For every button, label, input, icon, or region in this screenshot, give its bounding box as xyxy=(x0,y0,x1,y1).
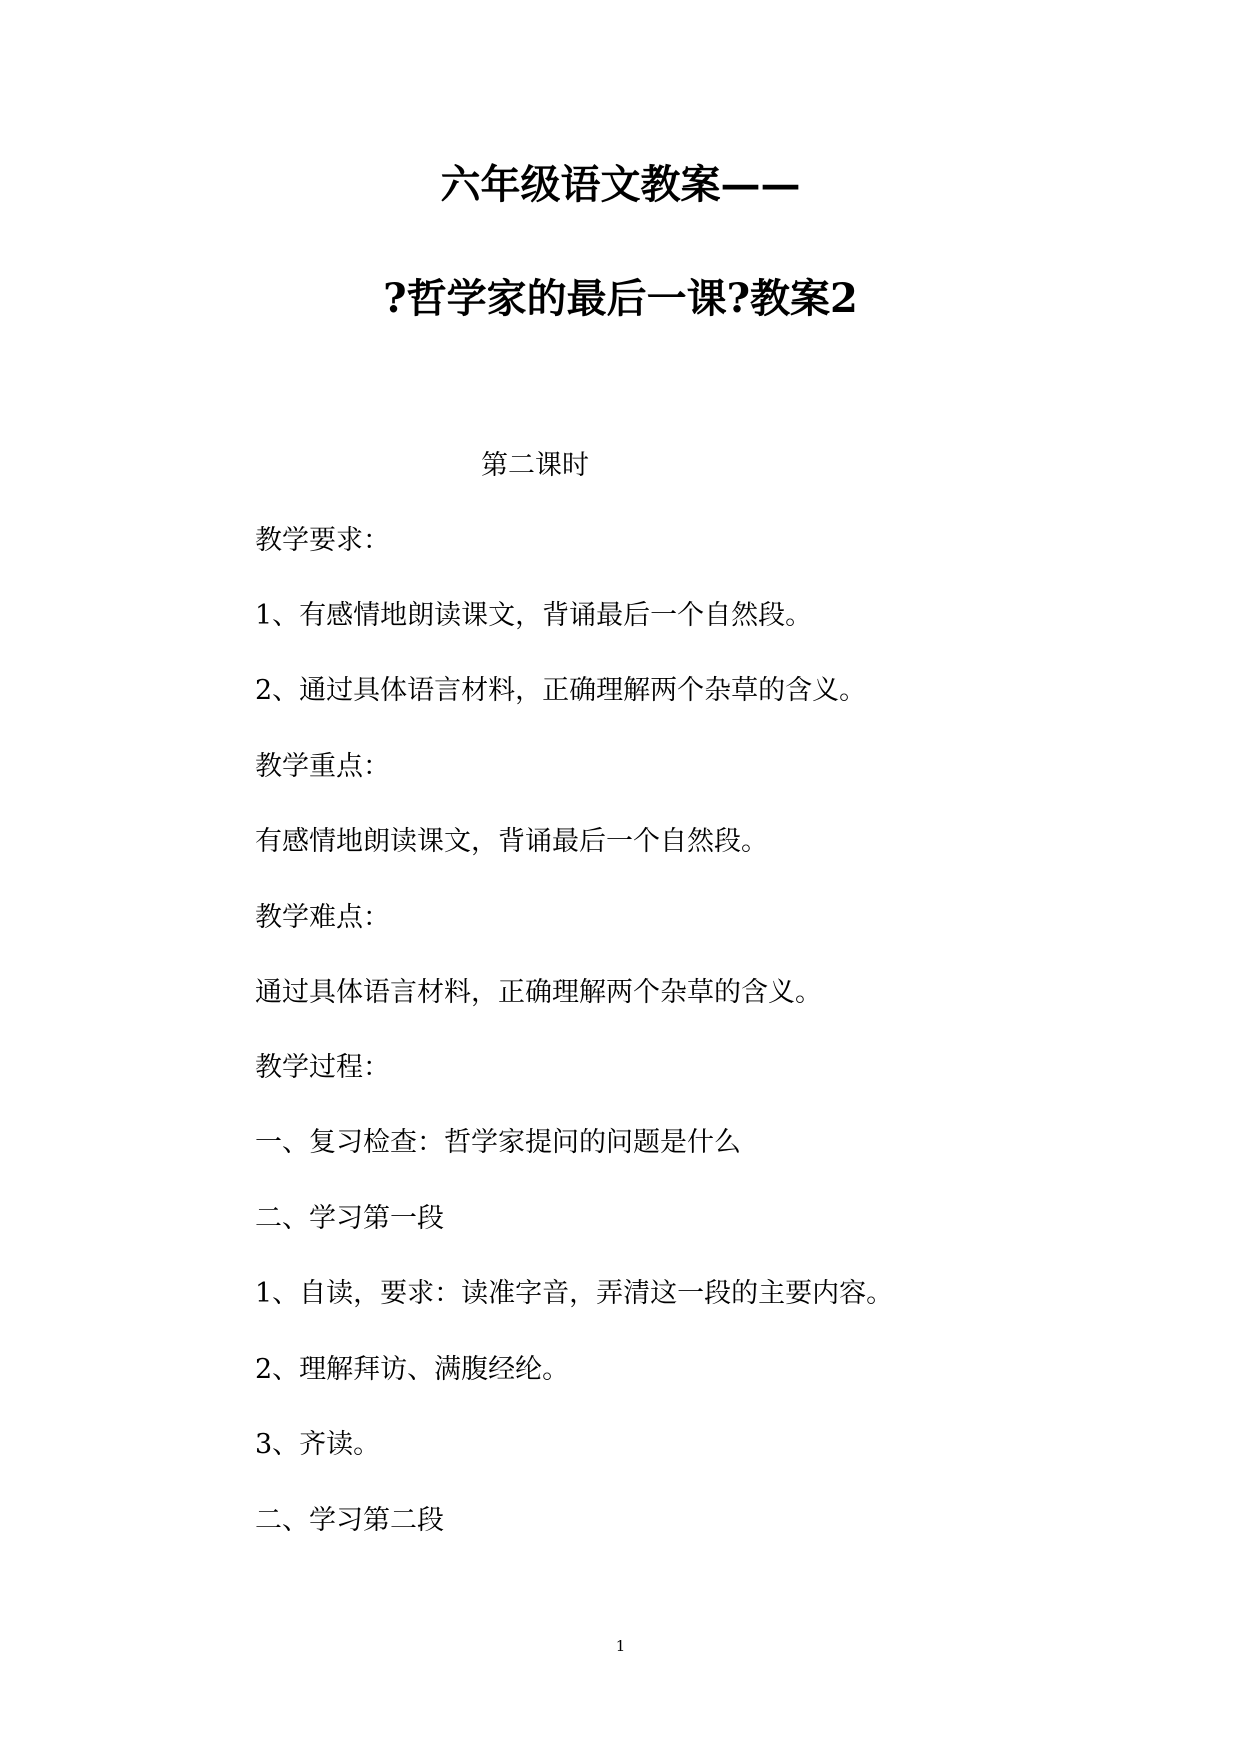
process-step-paragraph-1: 二、学习第一段 xyxy=(255,1203,444,1234)
process-substep-3: 3、齐读。 xyxy=(255,1429,381,1460)
process-substep-2: 2、理解拜访、满腹经纶。 xyxy=(255,1354,570,1385)
lesson-heading: 第二课时 xyxy=(481,450,589,481)
key-point-text: 有感情地朗读课文，背诵最后一个自然段。 xyxy=(255,826,768,857)
page-number: 1 xyxy=(615,1637,626,1655)
requirement-item-2: 2、通过具体语言材料，正确理解两个杂草的含义。 xyxy=(255,675,867,706)
process-step-review: 一、复习检查：哲学家提问的问题是什么 xyxy=(255,1127,741,1158)
difficulty-text: 通过具体语言材料，正确理解两个杂草的含义。 xyxy=(255,977,822,1008)
process-substep-1: 1、自读，要求：读准字音，弄清这一段的主要内容。 xyxy=(255,1278,894,1309)
document-title-line-2: ?哲学家的最后一课?教案2 xyxy=(383,275,858,322)
process-step-paragraph-2: 二、学习第二段 xyxy=(255,1505,444,1536)
section-heading-difficulties: 教学难点： xyxy=(255,902,390,933)
section-heading-process: 教学过程： xyxy=(255,1052,390,1083)
section-heading-requirements: 教学要求： xyxy=(255,525,390,556)
document-title-line-1: 六年级语文教案—— xyxy=(440,161,801,208)
requirement-item-1: 1、有感情地朗读课文，背诵最后一个自然段。 xyxy=(255,600,813,631)
section-heading-key-points: 教学重点： xyxy=(255,751,390,782)
